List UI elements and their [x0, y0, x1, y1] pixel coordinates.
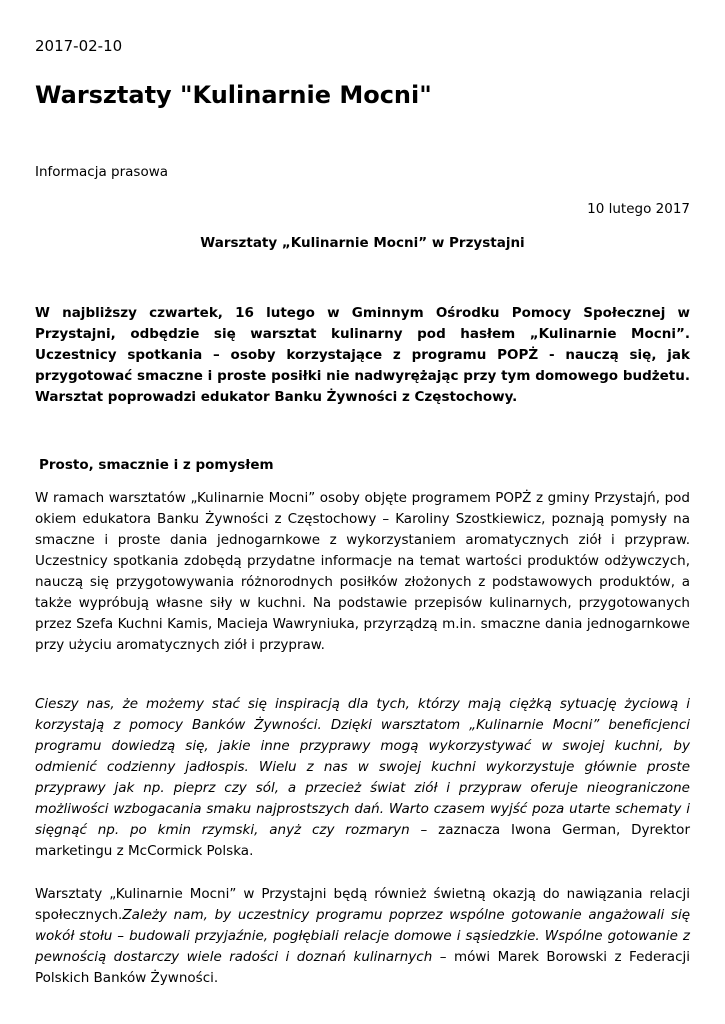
page-title: Warsztaty "Kulinarnie Mocni"	[35, 81, 432, 109]
section-heading: Prosto, smacznie i z pomysłem	[39, 457, 274, 473]
press-release-date: 10 lutego 2017	[587, 201, 690, 217]
body-paragraph-3	[35, 884, 690, 989]
quote-attribution-borowski: – mówi Marek Borowski z Federacji Polskich Banków Żywności.	[35, 949, 690, 986]
publication-date: 2017-02-10	[35, 37, 123, 55]
lead-paragraph: W najbliższy czwartek, 16 lutego w Gminnym Ośrodku Pomocy Społecznej w Przystajni, odbędzie się warsztat kulinarny pod hasłem „Kulinarnie Mocni”. Uczestnicy spotkania – osoby korzystające z programu POPŻ - nauczą się, jak przygotować smaczne i proste posiłki nie nadwyrężając przy tym domowego budżetu. Warsztat poprowadzi edukator Banku Żywności z Częstochowy.	[35, 305, 690, 405]
press-release-label: Informacja prasowa	[35, 164, 169, 180]
quote-iwona-german: Cieszy nas, że możemy stać się inspiracją dla tych, którzy mają ciężką sytuację życiową i korzystają z pomocy Banków Żywności. Dzięki warsztatom „Kulinarnie Mocni” beneficjenci programu dowiedzą się, jakie inne przyprawy mogą wykorzystywać w swojej kuchni, by odmienić codzienny jadłospis. Wielu z nas w swojej kuchni wykorzystuje głównie proste przyprawy jak np. pieprz czy sól, a przecież świat ziół i przypraw oferuje nieograniczone możliwości wzbogacania smaku najprostszych dań. Warto czasem wyjść poza utarte schematy i sięgnąć np. po kmin rzymski, anyż czy rozmaryn	[35, 696, 690, 838]
body-paragraph-2	[35, 694, 690, 862]
quote-attribution-german: – zaznacza Iwona German, Dyrektor marketingu z McCormick Polska.	[35, 822, 690, 859]
quote-marek-borowski: Zależy nam, by uczestnicy programu poprzez wspólne gotowanie angażowali się wokół stołu – budowali przyjaźnie, pogłębiali relacje domowe i sąsiedzkie. Wspólne gotowanie z pewnością dostarczy wiele radości i doznań kulinarnych	[35, 907, 690, 965]
paragraph-3-intro: Warsztaty „Kulinarnie Mocni” w Przystajni będą również świetną okazją do nawiązania relacji społecznych.	[35, 886, 690, 923]
body-paragraph-1: W ramach warsztatów „Kulinarnie Mocni” osoby objęte programem POPŻ z gminy Przystajń, pod okiem edukatora Banku Żywności z Częstochowy – Karoliny Szostkiewicz, poznają pomysły na smaczne i proste dania jednogarnkowe z wykorzystaniem aromatycznych ziół i przypraw. Uczestnicy spotkania zdobędą przydatne informacje na temat wartości produktów odżywczych, nauczą się przygotowywania różnorodnych posiłków złożonych z podstawowych produktów, a także wypróbują własne siły w kuchni. Na podstawie przepisów kulinarnych, przygotowanych przez Szefa Kuchni Kamis, Macieja Wawryniuka, przyrządzą m.in. smaczne dania jednogarnkowe przy użyciu aromatycznych ziół i przypraw.	[35, 490, 690, 653]
article-subtitle: Warsztaty „Kulinarnie Mocni” w Przystajni	[200, 235, 525, 251]
